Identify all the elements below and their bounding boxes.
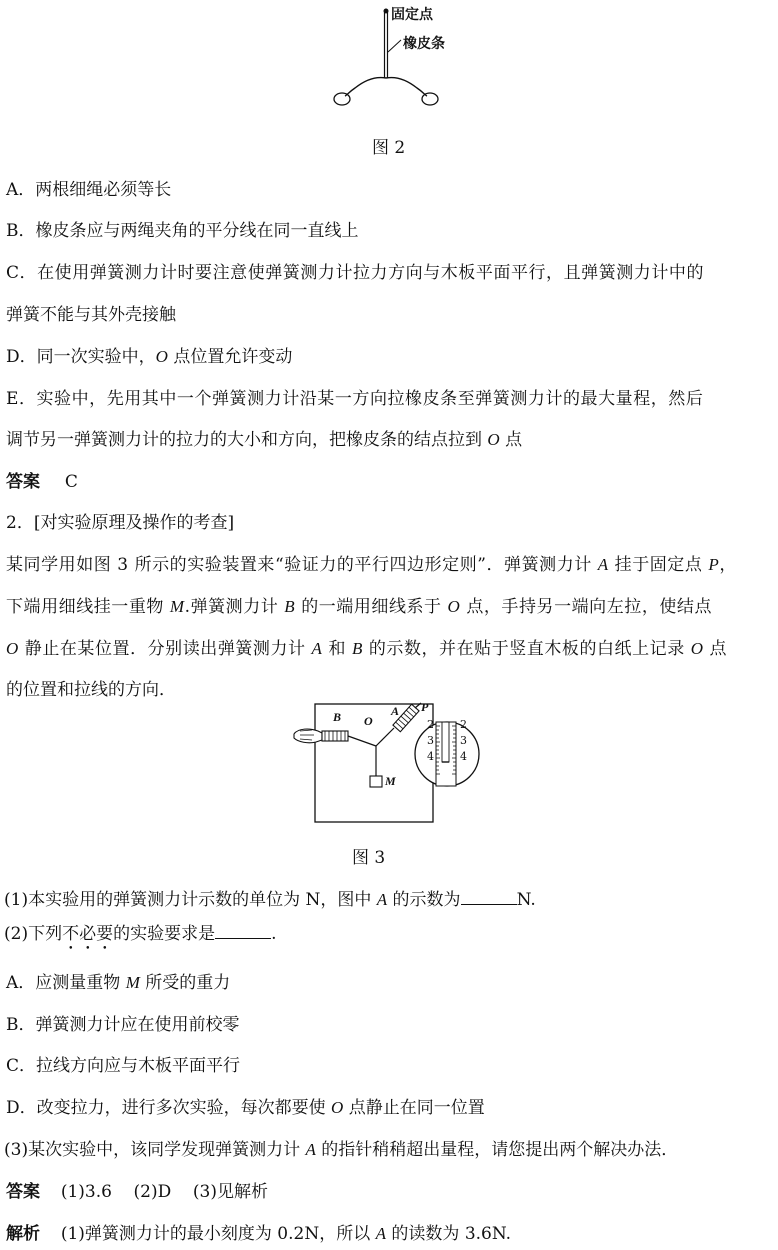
q2-stem-part: 下端用细线挂一重物 (6, 597, 170, 617)
subq-2-text-c: 的实验要求是 (113, 924, 216, 944)
symbol-o: O (487, 430, 500, 449)
subq-3-text-a: (3)某次实验中，该同学发现弹簧测力计 (4, 1140, 306, 1160)
rope-left (345, 77, 386, 96)
symbol-a: A (375, 1224, 387, 1243)
symbol-b: B (284, 597, 296, 616)
fig3-label-p: P (421, 700, 429, 714)
q2-stem-part: 点，手持另一端向左拉，使结点 (460, 597, 713, 617)
subq-3 (4, 1135, 678, 1160)
scale-right-2: 2 (460, 718, 467, 731)
symbol-a: A (311, 639, 323, 658)
subq-2-text-d: . (271, 924, 277, 944)
answer-blank-2[interactable] (215, 924, 271, 939)
fig2-label-rubber-band: 橡皮条 (403, 36, 445, 52)
subq-2-option-a-text: 所受的重力 (139, 973, 231, 993)
option-e-line2 (6, 425, 522, 450)
fig3-label-o: O (364, 714, 373, 728)
option-d-text-a: D．同一次实验中， (6, 347, 156, 367)
fig2-caption: 图 2 (372, 138, 406, 158)
subq-2-option-d-text: D．改变拉力，进行多次实验，每次都要使 (6, 1098, 332, 1118)
analysis-text-a: (1)弹簧测力计的最小刻度为 0.2N，所以 (60, 1224, 376, 1244)
analysis-label: 解析 (6, 1224, 40, 1244)
subq-2-option-d (6, 1093, 485, 1118)
answer-2-label: 答案 (6, 1182, 40, 1202)
subq-1 (4, 885, 536, 910)
rope-right (386, 77, 427, 96)
subq-2-option-b: B．弹簧测力计应在使用前校零 (6, 1015, 240, 1035)
scale-left-2: 2 (427, 718, 434, 731)
subq-2-emphasis: 不必要 (62, 924, 114, 944)
option-d (6, 342, 292, 367)
answer-2 (6, 1177, 268, 1202)
analysis (6, 1219, 511, 1244)
subq-2-option-a-text: A．应测量重物 (6, 973, 126, 993)
rubber-band-leader (388, 40, 401, 52)
q2-stem-part: 的一端用细线系于 (295, 597, 448, 617)
symbol-o: O (690, 639, 704, 658)
symbol-o: O (155, 347, 168, 366)
scale-right-3: 3 (460, 734, 467, 747)
option-e-line1: E．实验中，先用其中一个弹簧测力计沿某一方向拉橡皮条至弹簧测力计的最大量程，然后 (6, 389, 704, 409)
string-o-a (376, 728, 394, 746)
symbol-m: M (169, 597, 185, 616)
subq-2 (4, 919, 277, 954)
fig3-label-m: M (385, 774, 396, 788)
option-d-text-b: 点位置允许变动 (173, 347, 293, 367)
q2-stem-part: 挂于固定点 (608, 555, 709, 575)
subq-1-text-a: (1)本实验用的弹簧测力计示数的单位为 N，图中 (4, 890, 377, 910)
symbol-b: B (351, 639, 363, 658)
option-b: B．橡皮条应与两绳夹角的平分线在同一直线上 (6, 221, 359, 241)
subq-2-text-a: (2)下列 (4, 924, 63, 944)
option-c-line1: C．在使用弹簧测力计时要注意使弹簧测力计拉力方向与木板平面平行，且弹簧测力计中的 (6, 263, 705, 283)
q2-stem-part: 和 (322, 639, 352, 659)
answer-1-label: 答案 (6, 472, 40, 492)
option-e-text-b: 点 (499, 430, 523, 450)
q2-stem-line2 (6, 592, 712, 617)
option-c-line2: 弹簧不能与其外壳接触 (6, 305, 176, 325)
q2-stem-part: 静止在某位置．分别读出弹簧测力计 (18, 639, 312, 659)
q2-stem-part: 某同学用如图 3 所示的实验装置来“验证力的平行四边形定则”．弹簧测力计 (6, 555, 598, 575)
q2-stem-part: ， (719, 555, 737, 575)
q2-stem-line4: 的位置和拉线的方向． (6, 680, 176, 700)
symbol-a: A (305, 1140, 316, 1159)
q2-title: 2．[对实验原理及操作的考查] (6, 513, 235, 533)
symbol-o: O (447, 597, 461, 616)
option-e-text-a: 调节另一弹簧测力计的拉力的大小和方向，把橡皮条的结点拉到 (6, 430, 488, 450)
subq-2-option-d-text: 点静止在同一位置 (343, 1098, 485, 1118)
q2-stem-line3 (6, 634, 727, 659)
weight-m (370, 776, 382, 787)
q2-stem-part: 点 (703, 639, 728, 659)
fig3-caption: 图 3 (352, 848, 386, 868)
subq-2-option-a (6, 968, 230, 993)
subq-1-text-c: N. (516, 890, 536, 910)
scale-left-3: 3 (427, 734, 434, 747)
answer-1 (6, 467, 78, 492)
subq-3-text-b: 的指针稍稍超出量程，请您提出两个解决办法． (315, 1140, 679, 1160)
scale-right-4: 4 (460, 750, 467, 763)
scale-left-4: 4 (427, 750, 434, 763)
option-a: A．两根细绳必须等长 (6, 180, 172, 200)
loop-right (422, 93, 438, 105)
analysis-text-b: 的读数为 3.6N. (386, 1224, 512, 1244)
symbol-p: P (708, 555, 720, 574)
fig2-label-fixed-point: 固定点 (391, 7, 433, 23)
symbol-m: M (125, 973, 140, 992)
subq-1-text-b: 的示数为 (387, 890, 461, 910)
q2-stem-line1 (6, 550, 737, 575)
symbol-a: A (597, 555, 609, 574)
loop-left (334, 93, 350, 105)
fig3-label-a: A (391, 704, 400, 718)
symbol-o: O (331, 1098, 344, 1117)
symbol-a: A (376, 890, 388, 909)
symbol-o: O (6, 639, 19, 658)
answer-2-value: (1)3.6 (2)D (3)见解析 (60, 1182, 268, 1202)
string-b-o (348, 736, 376, 746)
subq-2-option-c: C．拉线方向应与木板平面平行 (6, 1056, 241, 1076)
answer-1-value: C (64, 472, 78, 492)
q2-stem-part: .弹簧测力计 (184, 597, 285, 617)
spring-balance-b (322, 731, 348, 741)
q2-stem-part: 的示数，并在贴于竖直木板的白纸上记录 (362, 639, 691, 659)
answer-blank-1[interactable] (461, 890, 517, 905)
fig3-label-b: B (333, 710, 342, 724)
hand-shape (294, 729, 322, 743)
